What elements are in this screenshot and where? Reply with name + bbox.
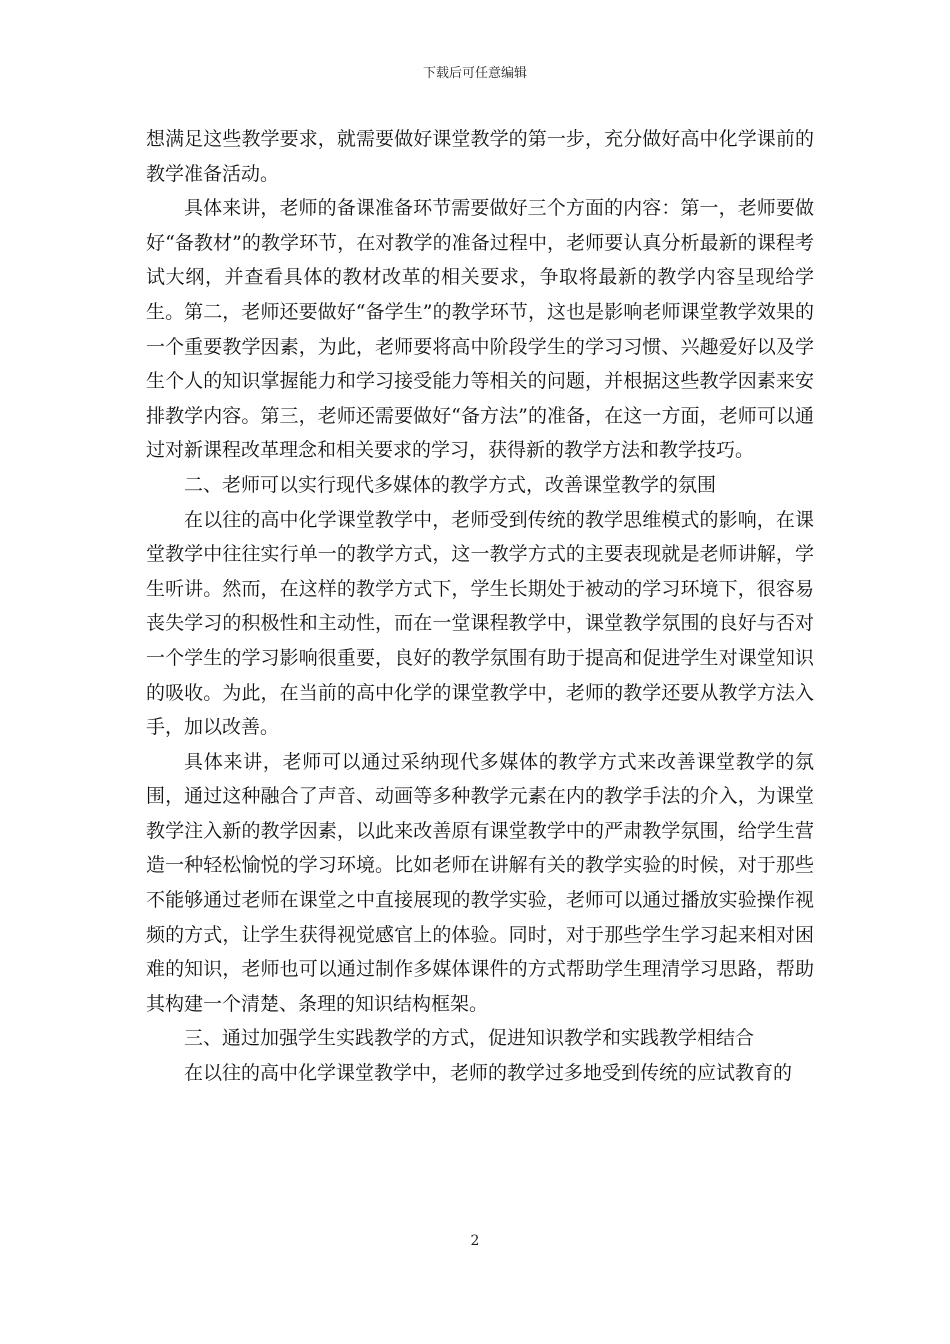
paragraph-5: 在以往的高中化学课堂教学中，老师的教学过多地受到传统的应试教育的 xyxy=(184,1062,793,1085)
paragraph-2: 具体来讲，老师的备课准备环节需要做好三个方面的内容：第一，老师要做好“备教材”的教学环节，在对教学的准备过程中，老师要认真分析最新的课程考试大纲，并查看具体的教材改革的相关要求，争取将最新的教学内容呈现给学生。第二，老师还要做好“备学生”的教学环节，这也是影响老师课堂教学效果的一个重要教学因素，为此，老师要将高中阶段学生的学习习惯、兴趣爱好以及学生个人的知识掌握能力和学习接受能力等相关的问题，并根据这些教学因素来安排教学内容。第三，老师还需要做好“备方法”的准备，在这一方面，老师可以通过对新课程改革理念和相关要求的学习，获得新的教学方法和教学技巧。 xyxy=(146,197,814,462)
page-number: 2 xyxy=(470,1233,480,1249)
document-body xyxy=(146,122,814,1091)
page-header: 下载后可任意编辑 xyxy=(422,66,527,81)
paragraph-4: 具体来讲，老师可以通过采纳现代多媒体的教学方式来改善课堂教学的氛围，通过这种融合了声音、动画等多种教学元素在内的教学手法的介入，为课堂教学注入新的教学因素，以此来改善原有课堂教学中的严肃教学氛围，给学生营造一种轻松愉悦的学习环境。比如老师在讲解有关的教学实验的时候，对于那些不能够通过老师在课堂之中直接展现的教学实验，老师可以通过播放实验操作视频的方式，让学生获得视觉感官上的体验。同时，对于那些学生学习起来相对困难的知识，老师也可以通过制作多媒体课件的方式帮助学生理清学习思路，帮助其构建一个清楚、条理的知识结构框架。 xyxy=(146,750,814,1015)
paragraph-1: 想满足这些教学要求，就需要做好课堂教学的第一步，充分做好高中化学课前的教学准备活动。 xyxy=(146,128,814,185)
paragraph-3: 在以往的高中化学课堂教学中，老师受到传统的教学思维模式的影响，在课堂教学中往往实行单一的教学方式，这一教学方式的主要表现就是老师讲解，学生听讲。然而，在这样的教学方式下，学生长期处于被动的学习环境下，很容易丧失学习的积极性和主动性，而在一堂课程教学中，课堂教学氛围的良好与否对一个学生的学习影响很重要，良好的教学氛围有助于提高和促进学生对课堂知识的吸收。为此，在当前的高中化学的课堂教学中，老师的教学还要从教学方法入手，加以改善。 xyxy=(146,508,814,739)
section-heading-2: 二、老师可以实行现代多媒体的教学方式，改善课堂教学的氛围 xyxy=(184,473,717,496)
section-heading-3: 三、通过加强学生实践教学的方式，促进知识教学和实践教学相结合 xyxy=(184,1027,755,1050)
